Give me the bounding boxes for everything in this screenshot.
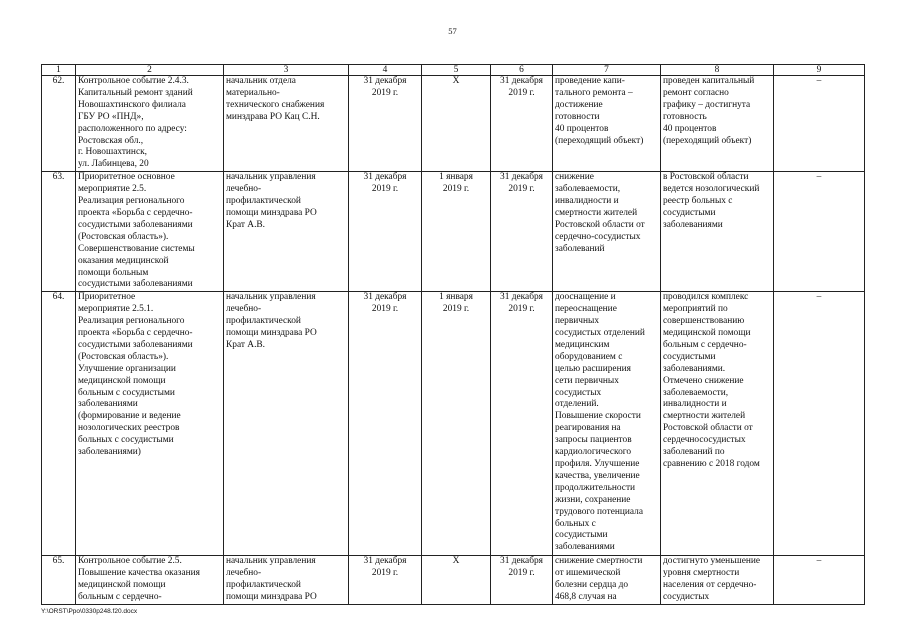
cell-actual-end-date-line: 31 декабря [500, 292, 543, 303]
cell-expected-result-line: жизни, сохранение [555, 494, 631, 505]
cell-actual-result-line: ремонт согласно [663, 87, 729, 98]
cell-expected-result-line: сосудистыми [555, 530, 608, 541]
cell-actual-start-date-line: 2019 г. [442, 304, 470, 315]
cell-planned-end-date-line: 2019 г. [371, 184, 399, 195]
col-header-6: 6 [491, 65, 553, 76]
table-row [42, 76, 865, 172]
cell-actual-start-date [422, 172, 491, 292]
cell-responsible-line: начальник управления [226, 172, 316, 183]
cell-expected-result [553, 172, 661, 292]
cell-actual-result-line: сосудистыми [663, 207, 716, 218]
cell-expected-result-line: Повышение скорости [555, 411, 641, 422]
cell-responsible [224, 556, 349, 605]
cell-actual-end-date [491, 76, 553, 172]
cell-actual-result-line: мероприятий по [663, 304, 728, 315]
cell-expected-result-line: инвалидности и [555, 196, 619, 207]
cell-actual-result-line: реестр больных с [663, 196, 733, 207]
cell-responsible-line: начальник управления [226, 292, 316, 303]
cell-expected-result-line: медицинским [555, 339, 610, 350]
cell-planned-end-date-line: 31 декабря [363, 556, 407, 567]
cell-problems-line: – [816, 76, 822, 86]
cell-expected-result-line: трудового потенциала [555, 506, 643, 517]
col-header-2: 2 [76, 65, 224, 76]
cell-actual-result-line: инвалидности и [663, 399, 727, 410]
cell-actual-result-line: в Ростовской области [663, 172, 749, 183]
cell-event-line: медицинской помощи [78, 375, 166, 386]
cell-actual-result-line: готовность [663, 111, 707, 122]
cell-expected-result-line: переоснащение [555, 304, 617, 315]
cell-expected-result-line: Ростовской области от [555, 219, 645, 230]
cell-problems-line: – [816, 172, 822, 183]
cell-actual-end-date [491, 172, 553, 292]
cell-expected-result-line: первичных [555, 316, 600, 327]
cell-actual-result-line: заболеваемости, [663, 387, 729, 398]
cell-planned-end-date-line: 2019 г. [371, 304, 399, 315]
cell-responsible-line: помощи минздрава РО [226, 207, 317, 218]
cell-expected-result-line: достижение [555, 99, 603, 110]
cell-event-line: Реализация регионального [78, 196, 185, 207]
cell-event-line: г. Новошахтинск, [78, 147, 148, 158]
cell-expected-result-line: дооснащение и [555, 292, 616, 303]
cell-event-line: Контрольное событие 2.5. [78, 556, 182, 567]
cell-problems-line: – [816, 556, 822, 567]
cell-actual-end-date-line: 2019 г. [508, 304, 535, 315]
cell-actual-result-line: заболеваниями [663, 219, 723, 230]
cell-expected-result-line: оборудованием с [555, 351, 623, 362]
cell-event-line: Приоритетное основное [78, 172, 175, 183]
cell-event-line: Повышение качества оказания [78, 568, 200, 579]
cell-event-line: заболеваниями) [78, 447, 141, 458]
cell-responsible-line: профилактической [226, 316, 301, 327]
cell-expected-result-line: смертности жителей [555, 207, 638, 218]
cell-expected-result-line: снижение [555, 172, 594, 183]
cell-number: 62. [42, 76, 76, 172]
cell-actual-result-line: заболеваниями. [663, 363, 726, 374]
cell-expected-result-line: проведение капи- [555, 76, 625, 86]
cell-actual-end-date-line: 31 декабря [500, 76, 543, 86]
cell-actual-result-line: сравнению с 2018 годом [663, 459, 760, 469]
cell-planned-end-date [349, 556, 422, 605]
cell-expected-result-line: профиля. Улучшение [555, 459, 640, 469]
cell-planned-end-date-line: 2019 г. [371, 87, 399, 98]
cell-expected-result [553, 556, 661, 605]
cell-expected-result-line: больных с [555, 518, 596, 529]
cell-expected-result-line: целью расширения [555, 363, 631, 374]
cell-responsible-line: начальник отдела [226, 76, 296, 86]
cell-event-line: оказания медицинской [78, 255, 169, 266]
cell-actual-result-line: 40 процентов [663, 123, 717, 134]
cell-event-line: нозологических реестров [78, 423, 180, 434]
cell-actual-end-date-line: 31 декабря [500, 556, 543, 567]
cell-expected-result-line: готовности [555, 111, 600, 122]
col-header-9: 9 [774, 65, 865, 76]
cell-actual-result-line: сосудистыми [663, 351, 716, 362]
cell-responsible-line: лечебно- [226, 304, 262, 315]
col-header-7: 7 [553, 65, 661, 76]
cell-actual-start-date-line: Х [452, 76, 460, 86]
cell-expected-result-line: запросы пациентов [555, 435, 632, 446]
table-row [42, 292, 865, 556]
cell-actual-result-line: совершенствованию [663, 316, 745, 327]
cell-number: 64. [42, 292, 76, 556]
cell-actual-result-line: Ростовской области от [663, 423, 753, 434]
cell-expected-result-line: реагирования на [555, 423, 621, 434]
cell-actual-result-line: графику – достигнута [663, 99, 751, 110]
cell-event-line: Улучшение организации [78, 363, 176, 374]
cell-expected-result-line: кардиологического [555, 447, 632, 458]
cell-responsible-line: Крат А.В. [226, 219, 266, 230]
cell-expected-result [553, 76, 661, 172]
footer-file-path: Y:\ORST\Ppo\0330p248.f20.docx [41, 608, 138, 615]
cell-event [76, 292, 224, 556]
cell-expected-result-line: заболеваниями [555, 542, 615, 553]
cell-event-line: Приоритетное [78, 292, 136, 303]
cell-responsible-line: лечебно- [226, 184, 262, 195]
cell-actual-start-date [422, 76, 491, 172]
cell-actual-result [661, 292, 774, 556]
cell-expected-result-line: сердечно-сосудистых [555, 231, 641, 242]
cell-responsible-line: помощи минздрава РО [226, 592, 317, 603]
cell-event-line: (Ростовская область»). [78, 231, 169, 242]
table-row [42, 556, 865, 605]
cell-planned-end-date-line: 31 декабря [363, 292, 407, 303]
cell-actual-start-date-line: 1 января [439, 172, 473, 183]
cell-event-line: сосудистыми заболеваниями [78, 279, 193, 290]
cell-actual-end-date [491, 556, 553, 605]
cell-expected-result-line: качества, увеличение [555, 470, 640, 481]
cell-problems-line: – [816, 292, 822, 303]
cell-expected-result-line: заболеваний [555, 243, 605, 254]
cell-event-line: заболеваниями [78, 399, 138, 410]
col-header-4: 4 [349, 65, 422, 76]
col-header-8: 8 [661, 65, 774, 76]
cell-actual-result-line: уровня смертности [663, 568, 740, 579]
cell-event-line: Новошахтинского филиала [78, 99, 186, 110]
cell-responsible [224, 172, 349, 292]
cell-problems [774, 172, 865, 292]
cell-expected-result-line: сосудистых отделений [555, 328, 645, 339]
cell-event-line: больным с сердечно- [78, 592, 162, 603]
cell-expected-result-line: заболеваемости, [555, 184, 621, 195]
cell-planned-end-date-line: 31 декабря [363, 172, 407, 183]
cell-problems [774, 292, 865, 556]
cell-expected-result-line: 468,8 случая на [555, 592, 617, 603]
cell-actual-start-date [422, 292, 491, 556]
col-header-5: 5 [422, 65, 491, 76]
table-header-row [42, 65, 865, 76]
cell-actual-start-date-line: Х [452, 556, 460, 567]
cell-expected-result-line: болезни сердца до [555, 580, 629, 591]
cell-actual-start-date [422, 556, 491, 605]
cell-responsible-line: профилактической [226, 580, 301, 591]
cell-actual-result-line: проводился комплекс [663, 292, 749, 303]
cell-event-line: сосудистыми заболеваниями [78, 219, 193, 230]
cell-planned-end-date [349, 292, 422, 556]
cell-actual-result-line: медицинской помощи [663, 328, 751, 339]
cell-event [76, 556, 224, 605]
cell-problems [774, 76, 865, 172]
cell-event-line: Капитальный ремонт зданий [78, 87, 193, 98]
cell-responsible-line: профилактической [226, 196, 301, 207]
cell-event-line: ГБУ РО «ПНД», [78, 111, 144, 122]
cell-expected-result-line: отделений. [555, 399, 599, 410]
cell-actual-end-date [491, 292, 553, 556]
cell-event-line: сосудистыми заболеваниями [78, 339, 193, 350]
cell-expected-result-line: сосудистых [555, 387, 602, 398]
cell-event-line: Ростовская обл., [78, 135, 144, 146]
cell-actual-result [661, 172, 774, 292]
cell-actual-end-date-line: 31 декабря [500, 172, 543, 183]
cell-event-line: проекта «Борьба с сердечно- [78, 328, 193, 339]
cell-responsible-line: минздрава РО Кац С.Н. [226, 111, 320, 122]
cell-number: 63. [42, 172, 76, 292]
cell-planned-end-date [349, 76, 422, 172]
cell-actual-end-date-line: 2019 г. [508, 568, 535, 579]
cell-expected-result-line: 40 процентов [555, 123, 609, 134]
cell-actual-end-date-line: 2019 г. [508, 87, 535, 98]
cell-actual-result-line: (переходящий объект) [663, 135, 752, 146]
cell-event-line: Реализация регионального [78, 316, 185, 327]
cell-planned-end-date-line: 2019 г. [371, 568, 399, 579]
cell-actual-result-line: населения от сердечно- [663, 580, 757, 591]
cell-expected-result-line: сети первичных [555, 375, 619, 386]
cell-event-line: (формирование и ведение [78, 411, 181, 422]
cell-expected-result-line: от ишемической [555, 568, 621, 579]
cell-actual-result-line: сердечнососудистых [663, 435, 746, 446]
cell-actual-result-line: достигнуто уменьшение [663, 556, 761, 567]
cell-actual-result [661, 76, 774, 172]
cell-event [76, 76, 224, 172]
cell-event-line: Совершенствование системы [78, 243, 195, 254]
cell-actual-result-line: заболеваний по [663, 447, 725, 458]
cell-responsible [224, 292, 349, 556]
cell-event-line: (Ростовская область»). [78, 351, 169, 362]
table-row [42, 172, 865, 292]
cell-event-line: проекта «Борьба с сердечно- [78, 207, 193, 218]
cell-actual-end-date-line: 2019 г. [508, 184, 535, 195]
cell-problems [774, 556, 865, 605]
cell-actual-result-line: больным с сердечно- [663, 339, 747, 350]
cell-responsible-line: материально- [226, 87, 280, 98]
cell-expected-result-line: продолжительности [555, 482, 636, 493]
cell-event [76, 172, 224, 292]
col-header-3: 3 [224, 65, 349, 76]
cell-responsible-line: начальник управления [226, 556, 316, 567]
cell-actual-result [661, 556, 774, 605]
cell-event-line: мероприятие 2.5. [78, 184, 147, 195]
cell-responsible [224, 76, 349, 172]
page-number: 57 [448, 26, 457, 36]
cell-event-line: помощи больным [78, 267, 149, 278]
cell-expected-result-line: тального ремонта – [555, 87, 633, 98]
cell-number: 65. [42, 556, 76, 605]
cell-event-line: больным с сосудистыми [78, 387, 175, 398]
cell-actual-start-date-line: 2019 г. [442, 184, 470, 195]
col-header-1: 1 [42, 65, 76, 76]
cell-expected-result [553, 292, 661, 556]
report-table [41, 64, 865, 605]
cell-actual-result-line: проведен капитальный [663, 76, 755, 86]
cell-responsible-line: помощи минздрава РО [226, 328, 317, 339]
cell-event-line: расположенного по адресу: [78, 123, 187, 134]
cell-actual-result-line: Отмечено снижение [663, 375, 744, 386]
cell-expected-result-line: (переходящий объект) [555, 135, 644, 146]
cell-event-line: больных с сосудистыми [78, 435, 174, 446]
cell-responsible-line: Крат А.В. [226, 339, 266, 350]
cell-expected-result-line: снижение смертности [555, 556, 643, 567]
cell-responsible-line: лечебно- [226, 568, 262, 579]
cell-event-line: ул. Лабинцева, 20 [78, 159, 149, 170]
cell-actual-result-line: смертности жителей [663, 411, 746, 422]
cell-actual-start-date-line: 1 января [439, 292, 473, 303]
cell-actual-result-line: ведется нозологический [663, 184, 760, 195]
cell-event-line: медицинской помощи [78, 580, 166, 591]
cell-actual-result-line: сосудистых [663, 592, 710, 603]
cell-responsible-line: технического снабжения [226, 99, 325, 110]
cell-event-line: Контрольное событие 2.4.3. [78, 76, 189, 86]
cell-planned-end-date-line: 31 декабря [363, 76, 407, 86]
cell-planned-end-date [349, 172, 422, 292]
cell-event-line: мероприятие 2.5.1. [78, 304, 154, 315]
